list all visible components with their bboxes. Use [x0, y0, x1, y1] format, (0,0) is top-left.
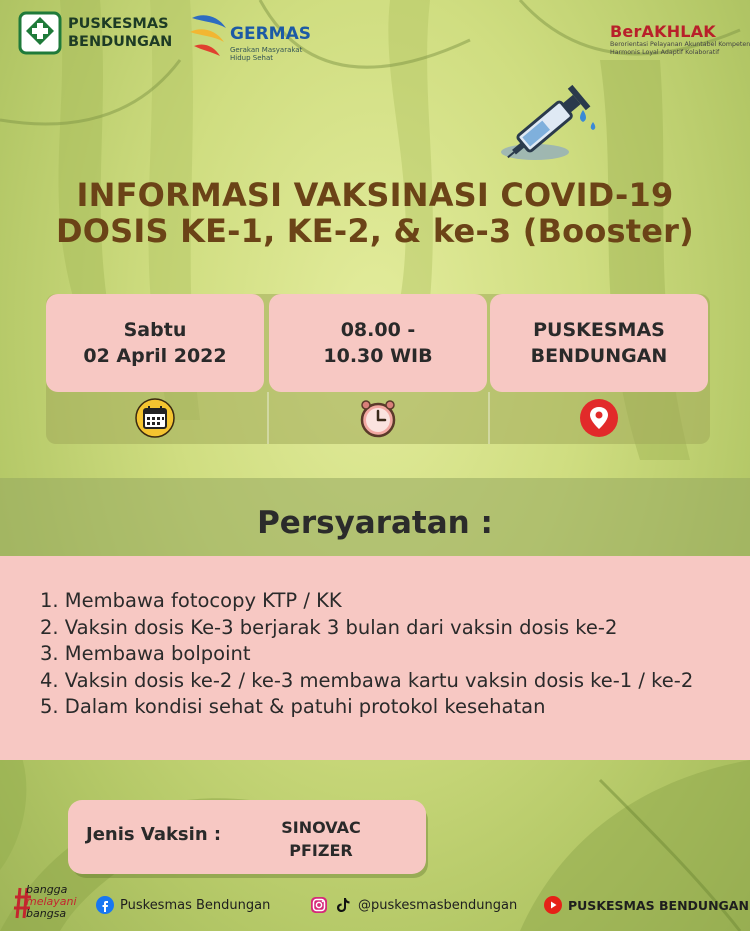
tag-line2: melayani	[26, 895, 77, 908]
event-info-section	[46, 294, 710, 444]
requirement-item: 1. Membawa fotocopy KTP / KK	[40, 589, 342, 612]
berakhlak-logo	[610, 22, 750, 66]
puskesmas-logo-line1: PUSKESMAS	[68, 16, 169, 32]
youtube-icon	[544, 896, 562, 914]
puskesmas-logo-line2: BENDUNGAN	[68, 34, 173, 50]
syringe-icon	[495, 80, 605, 165]
youtube-channel: PUSKESMAS BENDUNGAN	[568, 897, 749, 913]
bangga-melayani-bangsa-logo	[14, 882, 84, 922]
vaccine-type: PFIZER	[289, 841, 353, 860]
divider	[488, 392, 490, 444]
facebook-link[interactable]	[96, 896, 270, 914]
requirements-list	[40, 588, 740, 721]
berakhlak-sub-line1: Berorientasi Pelayanan Akuntabel Kompeten	[610, 41, 750, 48]
berakhlak-sub-line2: Harmonis Loyal Adaptif Kolaboratif	[610, 49, 720, 56]
instagram-icon	[310, 896, 328, 914]
main-title-line1: INFORMASI VAKSINASI COVID-19	[76, 176, 674, 214]
place-card	[490, 294, 708, 392]
tiktok-icon	[334, 896, 352, 914]
vaccine-type: SINOVAC	[281, 818, 361, 837]
date-card	[46, 294, 264, 392]
date-day: Sabtu	[123, 319, 187, 341]
time-start: 08.00 -	[340, 319, 416, 341]
location-pin-icon	[579, 398, 619, 438]
footer	[0, 882, 750, 931]
germas-sub-line2: Hidup Sehat	[230, 54, 273, 62]
vaccine-types	[265, 816, 377, 862]
instagram-tiktok-link[interactable]	[310, 896, 517, 914]
berakhlak-title: BerAKHLAK	[610, 22, 716, 41]
main-title	[0, 177, 750, 249]
facebook-handle: Puskesmas Bendungan	[120, 897, 271, 913]
requirement-item: 4. Vaksin dosis ke-2 / ke-3 membawa kartu vaksin dosis ke-1 / ke-2	[40, 668, 694, 692]
requirement-item: 5. Dalam kondisi sehat & patuhi protokol kesehatan	[40, 695, 546, 718]
puskesmas-logo	[18, 8, 178, 58]
divider	[267, 392, 269, 444]
place-line1: PUSKESMAS	[533, 319, 665, 341]
puskesmas-emblem-icon	[18, 11, 62, 55]
tag-line1: bangga	[26, 883, 68, 896]
calendar-icon	[135, 398, 175, 438]
place-line2: BENDUNGAN	[530, 345, 668, 367]
instagram-tiktok-handle: @puskesmasbendungan	[358, 897, 518, 913]
clock-icon	[358, 398, 398, 438]
facebook-icon	[96, 896, 114, 914]
time-card	[269, 294, 487, 392]
germas-logo	[188, 8, 318, 64]
germas-title: GERMAS	[230, 24, 311, 44]
requirements-heading: Persyaratan :	[257, 505, 493, 541]
youtube-link[interactable]	[544, 896, 749, 914]
germas-swoosh-icon	[188, 8, 234, 64]
vaccine-label: Jenis Vaksin :	[86, 824, 222, 845]
main-title-line2: DOSIS KE-1, KE-2, & ke-3 (Booster)	[55, 212, 694, 250]
requirement-item: 3. Membawa bolpoint	[40, 642, 251, 665]
time-end: 10.30 WIB	[323, 345, 433, 367]
tag-line3: bangsa	[26, 907, 67, 920]
date-full: 02 April 2022	[83, 345, 227, 367]
germas-sub-line1: Gerakan Masyarakat	[230, 46, 303, 54]
requirement-item: 2. Vaksin dosis Ke-3 berjarak 3 bulan dari vaksin dosis ke-2	[40, 615, 618, 639]
